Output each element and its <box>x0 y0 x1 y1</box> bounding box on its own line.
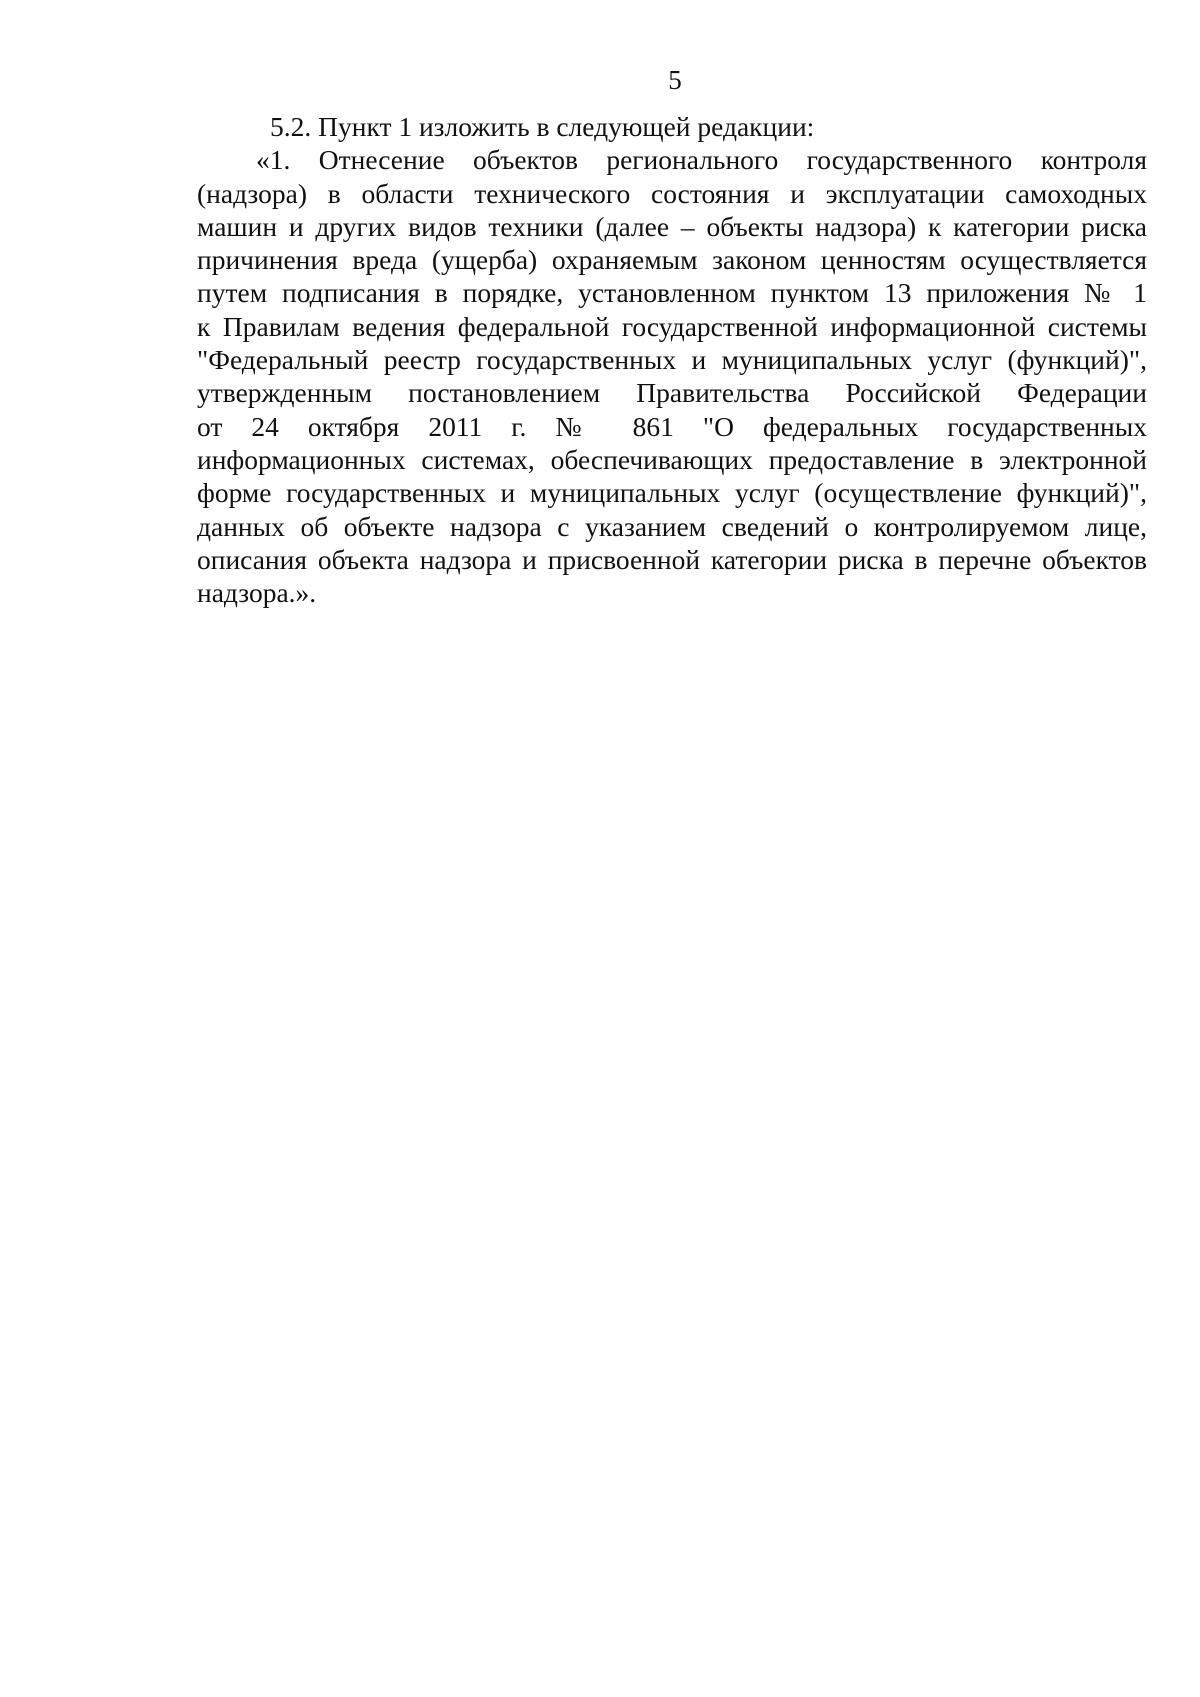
paragraph-line: информационных системах, обеспечивающих предоставление в электронной <box>197 443 1147 475</box>
page-number: 5 <box>668 65 682 95</box>
paragraph-line: машин и других видов техники (далее – объекты надзора) к категории риска <box>197 210 1147 242</box>
paragraph-line: утвержденным постановлением Правительства Российской Федерации <box>197 377 1147 409</box>
paragraph-line: к Правилам ведения федеральной государственной информационной системы <box>197 310 1147 342</box>
paragraph-line: надзора.». <box>197 577 317 609</box>
paragraph-line: путем подписания в порядке, установленном пунктом 13 приложения № 1 <box>197 277 1147 309</box>
paragraph-line: (надзора) в области технического состояния и эксплуатации самоходных <box>197 177 1147 209</box>
paragraph-line: форме государственных и муниципальных услуг (осуществление функций)", <box>197 477 1147 509</box>
paragraph-line: описания объекта надзора и присвоенной категории риска в перечне объектов <box>197 543 1147 575</box>
document-body <box>197 110 1147 609</box>
section-heading: 5.2. Пункт 1 изложить в следующей редакции: <box>270 111 815 142</box>
quoted-paragraph <box>197 143 1147 609</box>
paragraph-line: данных об объекте надзора с указанием сведений о контролируемом лице, <box>197 510 1147 542</box>
paragraph-line: «1. Отнесение объектов регионального государственного контроля <box>256 144 1147 176</box>
paragraph-line: причинения вреда (ущерба) охраняемым законом ценностям осуществляется <box>197 244 1147 276</box>
paragraph-line: от 24 октября 2011 г. № 861 "О федеральных государственных <box>197 410 1147 442</box>
paragraph-line: "Федеральный реестр государственных и муниципальных услуг (функций)", <box>197 344 1147 376</box>
